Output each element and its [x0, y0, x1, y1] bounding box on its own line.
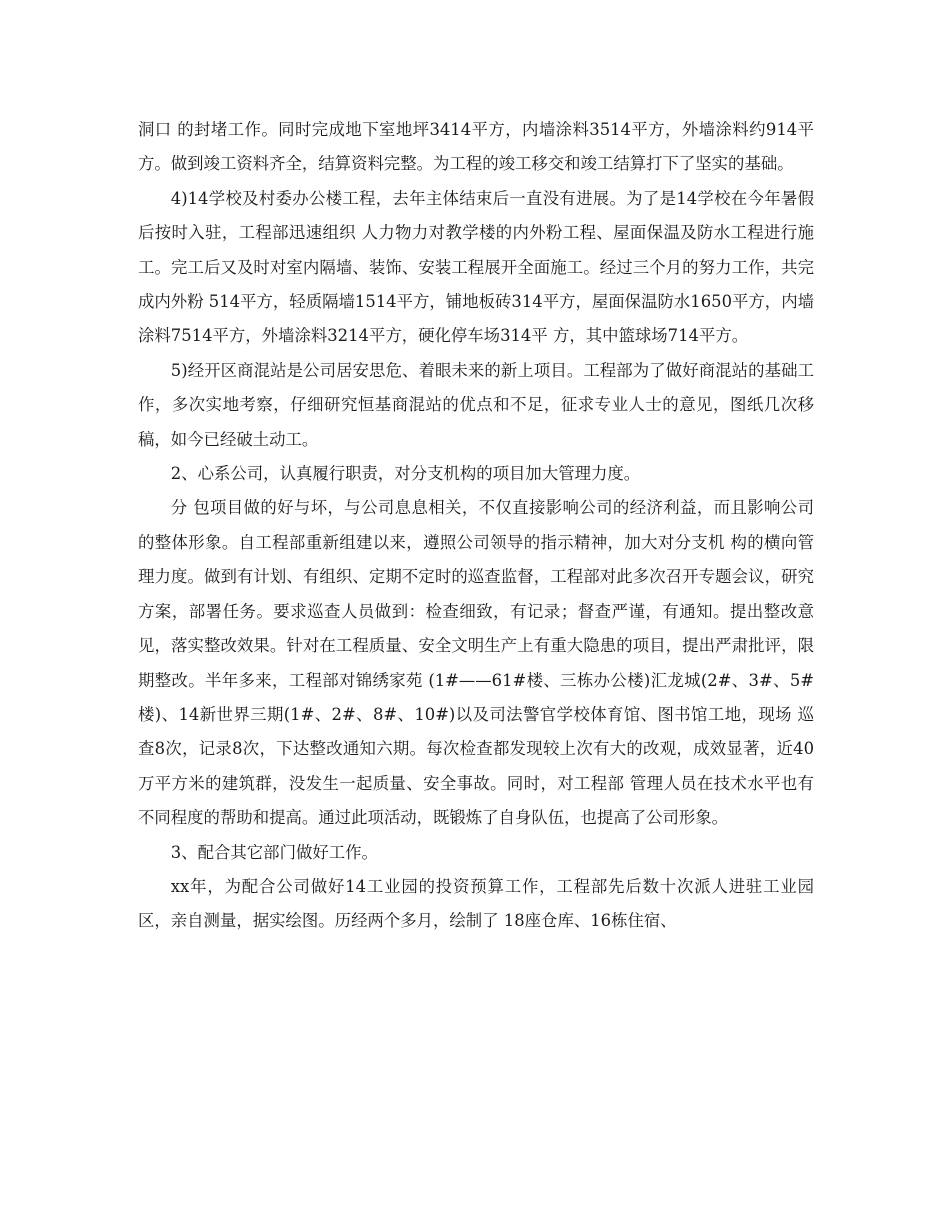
paragraph-item-5-concrete-station: 5)经开区商混站是公司居安思危、着眼未来的新上项目。工程部为了做好商混站的基础工作，多次实地考察，仔细研究恒基商混站的优点和不足，征求专业人士的意见，图纸几次移稿，如今已经破土动工。	[138, 360, 814, 449]
paragraph-1-continuation: 洞口 的封堵工作。同时完成地下室地坪3414平方，内墙涂料3514平方，外墙涂料约914平方。做到竣工资料齐全，结算资料完整。为工程的竣工移交和竣工结算打下了坚实的基础。	[138, 120, 814, 174]
section-heading-3: 3、配合其它部门做好工作。	[170, 842, 378, 862]
paragraph-subcontract-management: 分 包项目做的好与坏，与公司息息相关，不仅直接影响公司的经济利益，而且影响公司的整体形象。自工程部重新组建以来，遵照公司领导的指示精神，加大对分支机 构的横向管理力度。做到有计划、有组织、定期不定时的巡查监督，工程部对此多次召开专题会议，研究方案，部署任务。要求巡查人员做到：检查细致，有记录；督查严谨，有通知。提出整改意见，落实整改效果。针对在工程质量、安全文明生产上有重大隐患的项目，提出严肃批评，限期整改。半年多来，工程部对锦绣家苑 (1#——61#楼、三栋办公楼)汇龙城(2#、3#、5#楼)、14新世界三期(1#、2#、8#、10#)以及司法警官学校体育馆、图书馆工地，现场 巡查8次，记录8次，下达整改通知六期。每次检查都发现较上次有大的改观，成效显著，近40万平方米的建筑群，没发生一起质量、安全事故。同时，对工程部 管理人员在技术水平也有不同程度的帮助和提高。通过此项活动，既锻炼了自身队伍，也提高了公司形象。	[138, 498, 814, 828]
paragraph-item-4-school-project: 4)14学校及村委办公楼工程，去年主体结束后一直没有进展。为了是14学校在今年暑假后按时入驻，工程部迅速组织 人力物力对教学楼的内外粉工程、屋面保温及防水工程进行施工。完工后又及时对室内隔墙、装饰、安装工程展开全面施工。经过三个月的努力工作，共完成内外粉 514平方，轻质隔墙1514平方，铺地板砖314平方，屋面保温防水1650平方，内墙涂料7514平方，外墙涂料3214平方，硬化停车场314平 方，其中篮球场714平方。	[138, 188, 814, 346]
paragraph-industrial-park: xx年，为配合公司做好14工业园的投资预算工作，工程部先后数十次派人进驻工业园区，亲自测量，据实绘图。历经两个多月，绘制了 18座仓库、16栋住宿、	[138, 876, 814, 931]
document-page	[138, 113, 814, 939]
section-heading-2: 2、心系公司，认真履行职责，对分支机构的项目加大管理力度。	[170, 464, 641, 484]
